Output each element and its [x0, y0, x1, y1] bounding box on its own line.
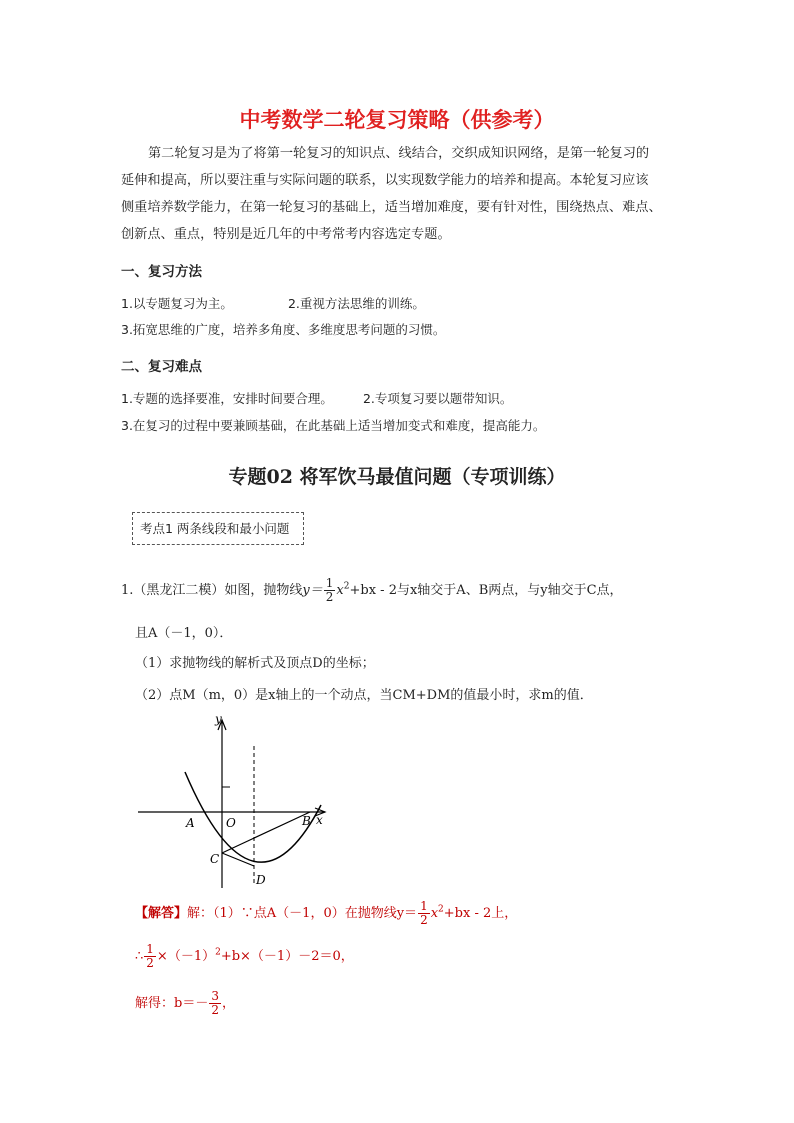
- document-title: 中考数学二轮复习策略（供参考）: [239, 108, 555, 132]
- answer-label: 【解答】: [135, 906, 188, 921]
- problem-condition: 且A（－1，0）．: [135, 626, 233, 641]
- solution-line-1: 【解答】解：（1）∵点A（－1，0）在抛物线y＝ $\frac{1}{2}$ $x^2+bx - 2$上，: [135, 899, 518, 927]
- intro-line: 第二轮复习是为了将第一轮复习的知识点、线结合，交织成知识网络，是第一轮复习的: [148, 146, 650, 161]
- label-B: B: [302, 814, 311, 828]
- intro-line: 延伸和提高，所以要注重与实际问题的联系，以实现数学能力的培养和提高。本轮复习应该: [121, 173, 649, 188]
- solution-line-3: 解得：b＝－ $\frac{3}{2}$ ，: [135, 989, 235, 1017]
- difficulty-item-3: 3.在复习的过程中要兼顾基础，在此基础上适当增加变式和难度，提高能力。: [121, 418, 546, 433]
- topic-title: 专题02 将军饮马最值问题（专项训练）: [228, 466, 566, 488]
- section-heading-difficulties: 二、复习难点: [121, 359, 202, 375]
- difficulty-item-1: 1.专题的选择要准，安排时间要合理。: [121, 391, 333, 406]
- method-item-3: 3.拓宽思维的广度，培养多角度、多维度思考问题的习惯。: [121, 322, 446, 337]
- intro-paragraph: [121, 140, 681, 248]
- method-item-1: 1.以专题复习为主。: [121, 296, 233, 311]
- solution-line-2: ∴ $\frac{1}{2}$ $\times(-1)^2+b\times(-1)-2=0$，: [135, 942, 354, 970]
- intro-line: 侧重培养数学能力，在第一轮复习的基础上，适当增加难度，要有针对性，围绕热点、难点、: [121, 200, 662, 215]
- problem-part-2: （2）点M（m，0）是x轴上的一个动点，当CM+DM的值最小时，求m的值．: [135, 688, 593, 703]
- parabola-curve: [185, 772, 321, 862]
- label-C: C: [210, 852, 220, 866]
- label-y: y: [215, 712, 222, 726]
- intro-line: 创新点、重点，特别是近几年的中考常考内容选定专题。: [121, 227, 451, 242]
- fraction-half: $\frac{1}{2}$: [325, 576, 334, 604]
- fraction-three-halves: $\frac{3}{2}$: [211, 989, 219, 1017]
- label-x: x: [316, 813, 323, 827]
- label-O: O: [226, 816, 236, 830]
- method-line-1: [121, 294, 425, 312]
- difficulty-item-2: 2.专项复习要以题带知识。: [362, 391, 513, 406]
- difficulty-line-1: [121, 389, 512, 407]
- problem-statement: 1.（黑龙江二模）如图，抛物线y＝ $\frac{1}{2}$ $x^2+bx - 2$与x轴交于A、B两点，与y轴交于C点，: [121, 576, 623, 604]
- fraction-half: $\frac{1}{2}$: [146, 942, 154, 970]
- label-D: D: [256, 873, 266, 887]
- section-heading-methods: 一、复习方法: [121, 264, 202, 280]
- problem-part-1: （1）求抛物线的解析式及顶点D的坐标；: [135, 656, 375, 671]
- label-A: A: [186, 816, 195, 830]
- parabola-graph: [130, 708, 340, 893]
- method-item-2: 2.重视方法思维的训练。: [287, 296, 425, 311]
- fraction-half: $\frac{1}{2}$: [420, 899, 428, 927]
- kaodian-box: 考点1 两条线段和最小问题: [132, 512, 304, 545]
